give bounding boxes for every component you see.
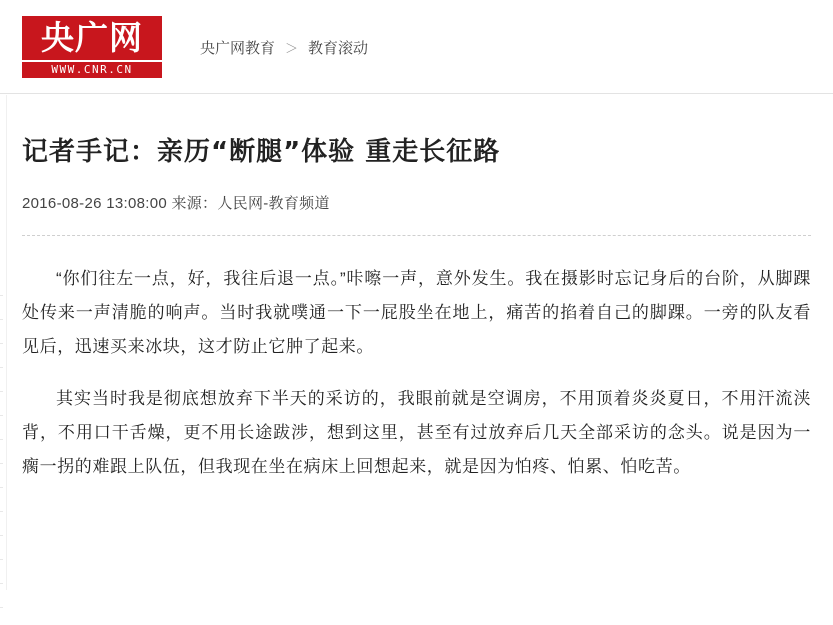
breadcrumb-item-0[interactable]: 央广网教育 — [200, 40, 276, 57]
page-left-rail — [0, 95, 7, 590]
rail-marks — [0, 295, 3, 625]
article-container — [0, 134, 833, 484]
article-meta: 2016-08-26 13:08:00 来源：人民网-教育频道 — [22, 195, 330, 212]
site-logo[interactable] — [22, 16, 162, 78]
meta-divider — [22, 235, 811, 236]
article-paragraph: 其实当时我是彻底想放弃下半天的采访的，我眼前就是空调房，不用顶着炎炎夏日，不用汗流浃背，不用口干舌燥，更不用长途跋涉，想到这里，甚至有过放弃后几天全部采访的念头。说是因为一瘸一拐的难跟上队伍，但我现在坐在病床上回想起来，就是因为怕疼、怕累、怕吃苦。 — [22, 389, 811, 476]
breadcrumb-item-1[interactable]: 教育滚动 — [308, 40, 369, 57]
article-paragraph: “你们往左一点，好，我往后退一点。”咔嚓一声，意外发生。我在摄影时忘记身后的台阶，从脚踝处传来一声清脆的响声。当时我就噗通一下一屁股坐在地上，痛苦的掐着自己的脚踝。一旁的队友看见后，迅速买来冰块，这才防止它肿了起来。 — [22, 269, 811, 356]
site-logo-url: WWW.CNR.CN — [22, 62, 162, 78]
site-logo-text: 央广网 — [22, 16, 162, 60]
breadcrumb — [200, 35, 368, 58]
breadcrumb-separator-icon: ＞ — [285, 41, 299, 56]
page-title: 记者手记：亲历“断腿”体验 重走长征路 — [22, 137, 501, 167]
site-header — [0, 0, 833, 94]
article-body — [22, 262, 811, 484]
